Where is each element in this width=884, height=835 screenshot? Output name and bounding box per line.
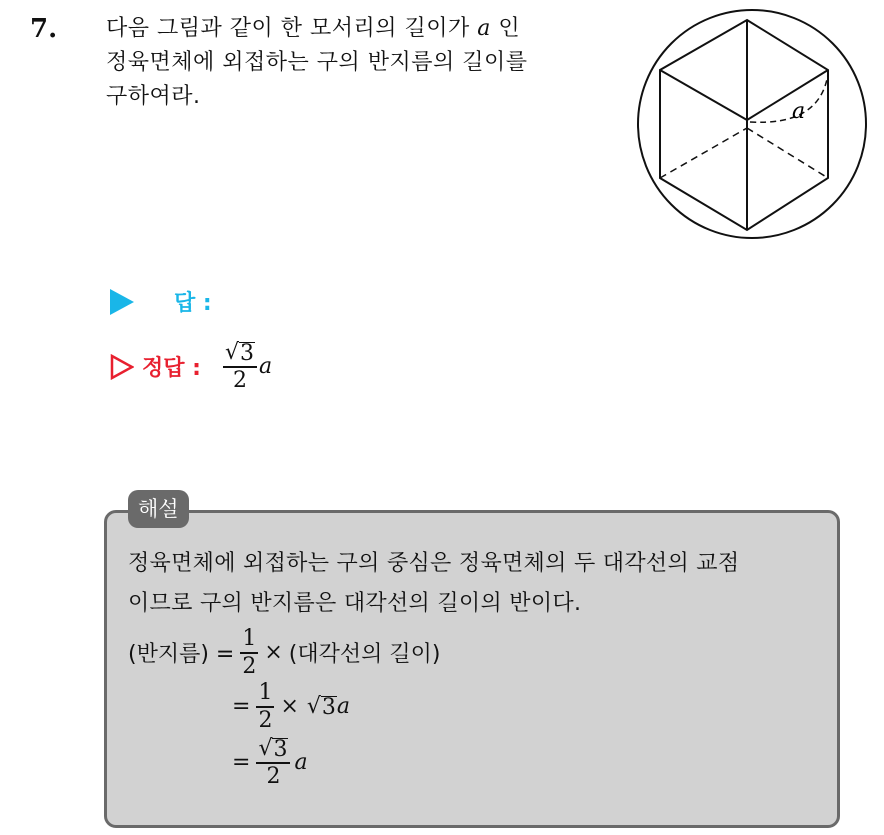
edge-length-arc (750, 74, 828, 122)
cube-visible-edges (660, 20, 828, 230)
question-variable: a (477, 16, 491, 41)
correct-variable: a (259, 354, 273, 380)
sphere-circle (638, 10, 866, 238)
solution-text (128, 544, 828, 624)
play-outline-icon (110, 354, 134, 380)
question-line-3: 구하여라. (106, 84, 201, 109)
cube-hexagon-outline (660, 20, 828, 230)
answer-label: 답 : (174, 291, 212, 316)
solution-equation-3: = √ 3 2 a (232, 736, 308, 789)
question-line-1: 다음 그림과 같이 한 모서리의 길이가 a 인 (106, 16, 521, 41)
edge-label-a: a (792, 99, 806, 124)
cube-in-sphere-figure (634, 8, 870, 244)
question-text (106, 12, 616, 114)
answer-row (110, 286, 212, 317)
solution-equation-2: = $\frac{1}{2}$ × √ 3 a (232, 680, 351, 733)
solution-line-2: 이므로 구의 반지름은 대각선의 길이의 반이다. (128, 591, 582, 616)
cube-hidden-edges (660, 128, 828, 178)
question-line-2: 정육면체에 외접하는 구의 반지름의 길이를 (106, 50, 528, 75)
correct-label: 정답 : (142, 356, 201, 382)
solution-tag: 해설 (128, 490, 189, 528)
correct-fraction: √ 3 2 (223, 340, 257, 394)
question-number: 7. (30, 14, 58, 44)
correct-answer-row (110, 340, 272, 394)
play-filled-icon (110, 289, 134, 315)
solution-line-1: 정육면체에 외접하는 구의 중심은 정육면체의 두 대각선의 교점 (128, 551, 740, 576)
solution-equation-1: (반지름) = $\frac{1}{2}$ × (대각선의 길이) (128, 626, 441, 679)
correct-answer-expression (223, 340, 272, 394)
